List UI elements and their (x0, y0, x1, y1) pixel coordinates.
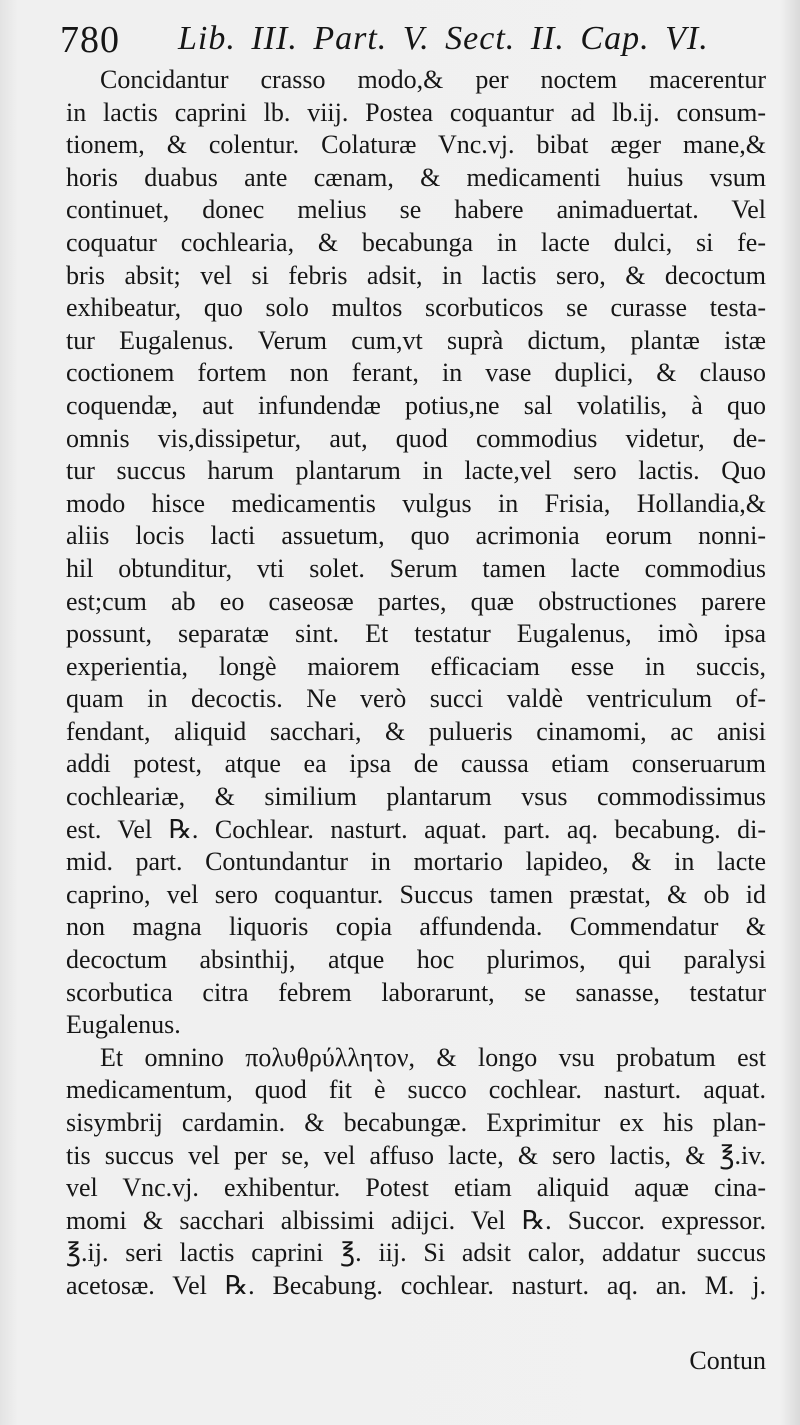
text-line: decoctum absinthij, atque hoc plurimos, qui paralysi (66, 945, 766, 975)
text-line: coctionem fortem non ferant, in vase duplici, & clauso (66, 358, 766, 388)
text-line: in lactis caprini lb. viij. Postea coquantur ad lb.ij. consum- (66, 97, 766, 127)
text-line: omnis vis,dissipetur, aut, quod commodius videtur, de- (66, 423, 766, 453)
text-line: experientia, longè maiorem efficaciam esse in succis, (66, 651, 766, 681)
text-line: possunt, separatæ sint. Et testatur Eugalenus, imò ipsa (66, 619, 766, 649)
page-header (60, 14, 780, 64)
text-line: hil obtunditur, vti solet. Serum tamen lacte commodius (66, 553, 766, 583)
text-line: aliis locis lacti assuetum, quo acrimonia eorum nonni- (66, 521, 766, 551)
text-line: sisymbrij cardamin. & becabungæ. Exprimitur ex his plan- (66, 1108, 766, 1137)
text-line: addi potest, atque ea ipsa de caussa etiam conseruarum (66, 749, 766, 779)
text-line: acetosæ. Vel ℞. Becabung. cochlear. nasturt. aq. an. M. j. (66, 1270, 766, 1300)
text-line: coquatur cochlearia, & becabunga in lacte dulci, si fe- (66, 227, 766, 257)
text-body (66, 64, 766, 1303)
text-line: medicamentum, quod fit è succo cochlear. nasturt. aquat. (66, 1075, 766, 1105)
text-line: Concidantur crasso modo,& per noctem macerentur (100, 65, 766, 94)
text-line: fendant, aliquid sacchari, & pulueris cinamomi, ac anisi (66, 716, 766, 746)
text-line: quam in decoctis. Ne verò succi valdè ventriculum of- (66, 684, 766, 714)
text-line: vel Vnc.vj. exhibentur. Potest etiam aliquid aquæ cina- (66, 1173, 766, 1203)
text-line: tis succus vel per se, vel affuso lacte, & sero lactis, & ℥.iv. (66, 1140, 766, 1170)
text-line: est. Vel ℞. Cochlear. nasturt. aquat. part. aq. becabung. di- (66, 814, 766, 844)
text-line: est;cum ab eo caseosæ partes, quæ obstructiones parere (66, 586, 766, 616)
text-line: Et omnino πολυθρύλλητον, & longo vsu probatum est (100, 1042, 766, 1072)
text-line: tur Eugalenus. Verum cum,vt suprà dictum, plantæ istæ (66, 325, 766, 355)
catchword: Contun (689, 1346, 766, 1375)
text-line: bris absit; vel si febris adsit, in lactis sero, & decoctum (66, 260, 766, 290)
text-line: continuet, donec melius se habere animaduertat. Vel (66, 195, 766, 225)
page-number: 780 (60, 19, 120, 61)
text-line: coquendæ, aut infundendæ potius,ne sal volatilis, à quo (66, 390, 766, 420)
text-line: scorbutica citra febrem laborarunt, se sanasse, testatur (66, 977, 766, 1007)
running-head: Lib. III. Part. V. Sect. II. Cap. VI. (178, 20, 709, 57)
text-line: horis duabus ante cænam, & medicamenti huius vsum (66, 162, 766, 192)
text-line: mid. part. Contundantur in mortario lapideo, & in lacte (66, 847, 766, 877)
text-line: tionem, & colentur. Colaturæ Vnc.vj. bibat æger mane,& (66, 130, 766, 160)
text-line: caprino, vel sero coquantur. Succus tamen præstat, & ob id (66, 879, 766, 909)
text-line: exhibeatur, quo solo multos scorbuticos se curasse testa- (66, 293, 766, 323)
text-line: Eugalenus. (66, 1010, 181, 1040)
text-line: tur succus harum plantarum in lacte,vel sero lactis. Quo (66, 456, 766, 486)
text-line: momi & sacchari albissimi adijci. Vel ℞. Succor. expressor. (66, 1205, 766, 1235)
text-line: modo hisce medicamentis vulgus in Frisia, Hollandia,& (66, 488, 766, 518)
text-line: cochleariæ, & similium plantarum vsus commodissimus (66, 782, 766, 812)
text-line: ℥.ij. seri lactis caprini ℥. iij. Si adsit calor, addatur succus (66, 1238, 766, 1268)
text-line: non magna liquoris copia affundenda. Commendatur & (66, 912, 766, 942)
